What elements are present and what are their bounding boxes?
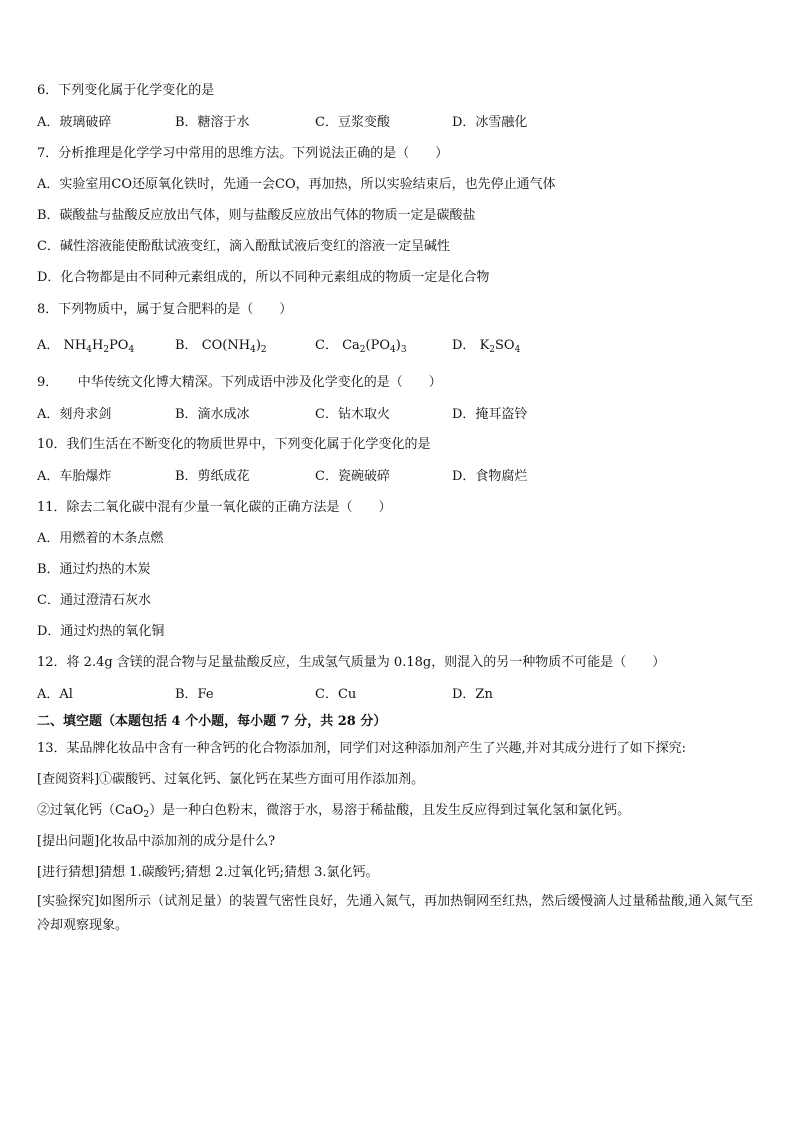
option-c: C．Cu — [315, 687, 357, 702]
question-13-info-2: ②过氧化钙（CaO$_2$）是一种白色粉末，微溶于水，易溶于稀盐酸，且发生反应得到过氧化氢和氯化钙。 — [37, 803, 631, 820]
option-b: B．糖溶于水 — [175, 115, 250, 130]
question-8-options — [37, 335, 757, 357]
option-d: D．冰雪融化 — [452, 115, 528, 130]
question-7-option-b: B．碳酸盐与盐酸反应放出气体，则与盐酸反应放出气体的物质一定是碳酸盐 — [37, 208, 476, 223]
option-b: B．滴水成冰 — [175, 407, 250, 422]
option-a: A．Al — [37, 687, 73, 702]
option-c: C． $Ca_2(PO_4)_3$ — [315, 338, 407, 355]
option-d: D．Zn — [452, 687, 493, 702]
question-6-options — [37, 112, 757, 134]
question-13-stem: 13．某品牌化妆品中含有一种含钙的化合物添加剂，同学们对这种添加剂产生了兴趣,并对其成分进行了如下探究: — [37, 741, 687, 756]
question-12-stem: 12．将 2.4g 含镁的混合物与足量盐酸反应，生成氢气质量为 0.18g，则混入的另一种物质不可能是（ ） — [37, 655, 666, 670]
option-c: C．钻木取火 — [315, 407, 390, 422]
question-11-option-d: D．通过灼热的氧化铜 — [37, 624, 165, 639]
option-a: A．玻璃破碎 — [37, 115, 112, 130]
option-b: B． $CO(NH_4)_2$ — [175, 338, 267, 355]
question-11-option-a: A．用燃着的木条点燃 — [37, 531, 164, 546]
option-d: D． $K_2SO_4$ — [452, 338, 521, 355]
question-9-stem: 9． 中华传统文化博大精深。下列成语中涉及化学变化的是（ ） — [37, 375, 442, 390]
question-13-problem: [提出问题]化妆品中添加剂的成分是什么? — [37, 834, 276, 849]
question-7-option-c: C．碱性溶液能使酚酞试液变红，滴入酚酞试液后变红的溶液一定呈碱性 — [37, 239, 450, 254]
option-d: D．掩耳盗铃 — [452, 407, 528, 422]
option-b: B．剪纸成花 — [175, 469, 250, 484]
section-heading: 二、填空题（本题包括 4 个小题，每小题 7 分，共 28 分） — [37, 714, 387, 729]
question-13-experiment: [实验探究]如图所示（试剂足量）的装置气密性良好，先通入氮气，再加热铜网至红热，然后缓慢滴人过量稀盐酸,通入氮气至冷却观察现象。 — [37, 894, 754, 933]
question-13-info-1: [查阅资料]①碳酸钙、过氧化钙、氯化钙在某些方面可用作添加剂。 — [37, 772, 425, 787]
question-11-option-b: B．通过灼热的木炭 — [37, 562, 151, 577]
option-a: A．刻舟求剑 — [37, 407, 112, 422]
question-7-option-d: D．化合物都是由不同种元素组成的，所以不同种元素组成的物质一定是化合物 — [37, 270, 490, 285]
question-7-option-a: A．实验室用CO还原氧化铁时，先通一会CO，再加热，所以实验结束后，也先停止通气体 — [37, 177, 556, 192]
option-c: C．瓷碗破碎 — [315, 469, 390, 484]
option-d: D．食物腐烂 — [452, 469, 528, 484]
question-12-options — [37, 684, 757, 706]
question-7-stem: 7．分析推理是化学学习中常用的思维方法。下列说法正确的是（ ） — [37, 146, 449, 161]
option-a: A． $NH_4H_2PO_4$ — [37, 338, 135, 355]
question-10-stem: 10．我们生活在不断变化的物质世界中，下列变化属于化学变化的是 — [37, 437, 431, 452]
question-10-options — [37, 466, 757, 488]
question-6-stem: 6．下列变化属于化学变化的是 — [37, 83, 215, 98]
question-11-option-c: C．通过澄清石灰水 — [37, 593, 151, 608]
question-13-hypothesis: [进行猜想]猜想 1.碳酸钙;猜想 2.过氧化钙;猜想 3.氯化钙。 — [37, 865, 379, 880]
option-c: C．豆浆变酸 — [315, 115, 390, 130]
option-a: A．车胎爆炸 — [37, 469, 112, 484]
question-8-stem: 8．下列物质中，属于复合肥料的是（ ） — [37, 302, 293, 317]
question-11-stem: 11．除去二氧化碳中混有少量一氧化碳的正确方法是（ ） — [37, 500, 392, 515]
question-9-options — [37, 404, 757, 426]
option-b: B．Fe — [175, 687, 214, 702]
